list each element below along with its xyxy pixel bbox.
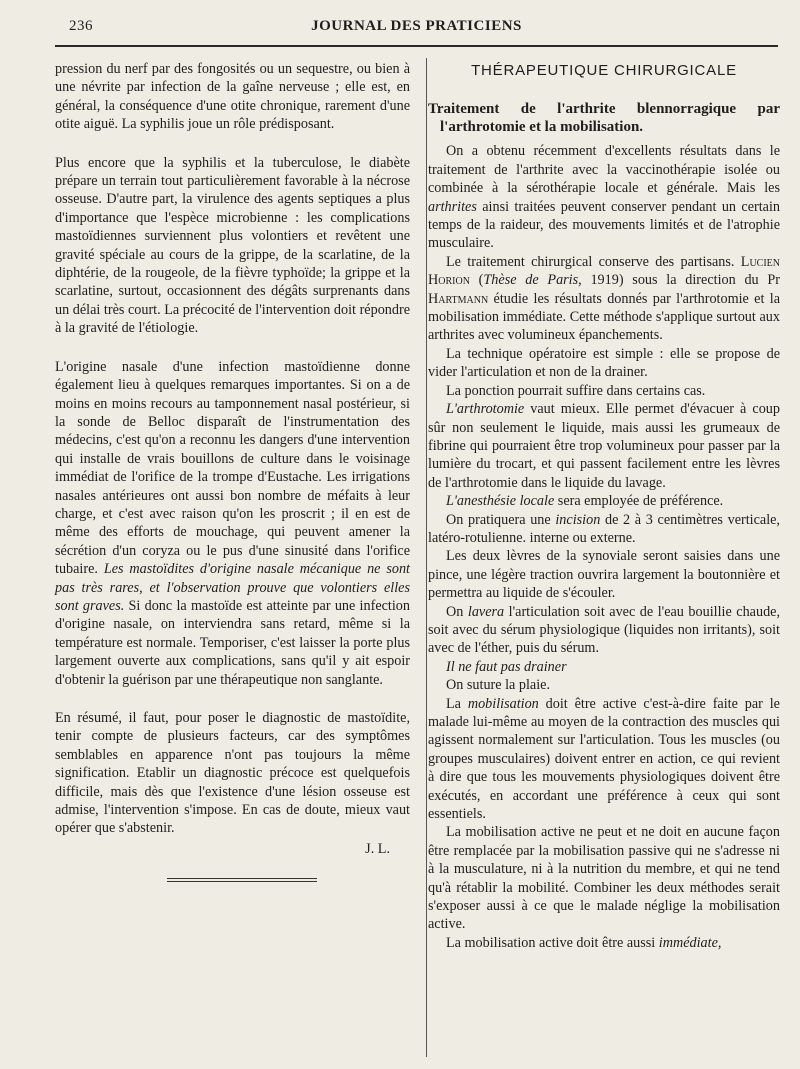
right-column (428, 60, 780, 952)
paragraph-synovial: Les deux lèvres de la synoviale seront saisies dans une pince, une légère traction ouvrira largement la boutonnière et permettra au liquide de s'écouler. (428, 548, 780, 602)
paragraph-mobilisation: La mobilisation doit être active c'est-à-dire faite par le malade lui-même au moyen de la contraction des muscles qui agissent normalement sur l'articulation. Tous les muscles (ou groupes musculaires) doivent entrer en action, ce qui revient à dire que tous les mouvements physiologiques doivent être exécutés, en accordant une préférence à ceux qui sont essentiels. (428, 695, 780, 823)
paragraph-diabetes: Plus encore que la syphilis et la tuberculose, le diabète prépare un terrain tout particulièrement favorable à la nécrose osseuse. D'autre part, la virulence des agents septiques a plus d'importance que l'espèce microbienne : les complications mastoïdiennes surviennent plus volontiers et revêtent une gravité spéciale au cours de la grippe, de la scarlatine, de la diphtérie, de la rougeole, de la fièvre typhoïde; la grippe et la scarlatine, surtout, occasionnent des dégâts surprenants dans un délai très court. La précocité de l'intervention doit répondre à la gravité de l'étiologie. (55, 154, 410, 337)
journal-title: JOURNAL DES PRATICIENS (311, 18, 522, 34)
paragraph-vaccinotherapy: On a obtenu récemment d'excellents résultats dans le traitement de l'arthrite avec la vaccinothérapie isolée ou combinée à la sérothérapie locale et générale. Mais les arthrites ainsi traitées peuvent conserver pendant un certain temps de la raideur, des mouvements limités et de l'atrophie musculaire. (428, 143, 780, 252)
page-header (55, 18, 778, 40)
paragraph-no-drain: Il ne faut pas drainer (446, 658, 567, 675)
emphasis-mastoiditis: Les mastoïdites d'origine nasale mécanique ne sont pas très rares, et l'observation prouve que volontiers elles sont graves. (55, 561, 410, 614)
left-column (55, 60, 410, 882)
paragraph-nasal-origin: L'origine nasale d'une infection mastoïdienne donne également lieu à quelques remarques importantes. Si on a de moins en moins recours au tamponnement nasal postérieur, si la sonde de Belloc disparaît de l'instrumentation des médecins, c'est qu'on a reconnu les dangers d'une intervention qui installe de vrais bouillons de culture dans le voisinage immédiat de l'orifice de la trompe d'Eustache. Les irrigations nasales antérieures ont aussi bon nombre de méfaits à leur charge, et c'est avec raison qu'on les proscrit ; il en est de même des efforts de mouchage, qui peuvent amener la sécrétion d'un coryza ou le pus d'une sinusité dans l'orifice tubaire. Les mastoïdites d'origine nasale mécanique ne sont pas très rares, et l'observation prouve que volontiers elles sont graves. Si donc la mastoïde est atteinte par une infection d'origine nasale, on interviendra sans retard, même si la température est normale. Temporiser, c'est laisser la porte plus largement ouverte aux complications, sans qu'il y ait espoir d'obtenir la guérison par une thérapeutique non sanglante. (55, 358, 410, 688)
paragraph-passive-mobilisation: La mobilisation active ne peut et ne doit en aucune façon être remplacée par la mobilisation passive qui ne s'adresse ni à la musculature, ni à la nutrition du membre, et qui ne tend qu'à rétablir la mobilité. Combiner les deux méthodes serait s'exposer aussi à ce que le malade néglige la mobilisation active. (428, 824, 780, 933)
paragraph-anesthesia: L'anesthésie locale sera employée de préférence. (446, 493, 724, 510)
author-signature: J. L. (365, 840, 390, 857)
paragraph-technique: La technique opératoire est simple : elle se propose de vider l'articulation et non de la drainer. (428, 345, 780, 381)
paragraph-washing: On lavera l'articulation soit avec de l'eau bouillie chaude, soit avec du sérum physiologique (liquides non irritants), soit avec de l'éther, puis du sérum. (428, 603, 781, 657)
page-number: 236 (69, 18, 93, 34)
article-end-rule (167, 878, 317, 882)
paragraph-surgical-treatment: Le traitement chirurgical conserve des partisans. Lucien Horion (Thèse de Paris, 1919) sous la direction du Pr Hartmann étudie les résultats donnés par l'arthrotomie et la mobilisation immédiate. Cette méthode s'applique surtout aux arthrites avec volumineux épanchements. (428, 253, 780, 344)
section-title: THÉRAPEUTIQUE CHIRURGICALE (471, 62, 737, 79)
paragraph-arthrotomy: L'arthrotomie vaut mieux. Elle permet d'évacuer à coup sûr non seulement le liquide, mais aussi les grumeaux de fibrine qui pourraient être trop volumineux pour passer par la lumière du trocart, et qui passent facilement entre les lèvres de l'arthrotomie dans le liquide du lavage. (428, 401, 780, 491)
paragraph-suture: On suture la plaie. (446, 677, 551, 694)
paragraph-summary: En résumé, il faut, pour poser le diagnostic de mastoïdite, tenir compte de plusieurs facteurs, car des symptômes semblables en apparence n'ont pas toujours la même signification. Etablir un diagnostic précoce est quelquefois difficile, mais dès que l'existence d'une lésion osseuse est admise, l'intervention s'impose. En cas de doute, mieux vaut opérer que s'abstenir. (55, 710, 410, 837)
paragraph-nerve-compression: pression du nerf par des fongosités ou un sequestre, ou bien à une névrite par infection de la gaîne nerveuse ; elle est, en général, la conséquence d'une otite chronique, rarement d'une otite aiguë. La syphilis joue un rôle prédisposant. (55, 61, 410, 133)
paragraph-puncture: La ponction pourrait suffire dans certains cas. (446, 382, 706, 399)
header-rule (55, 45, 778, 47)
article-title: Traitement de l'arthrite blennorragique par l'arthrotomie et la mobilisation. (428, 101, 780, 136)
paragraph-incision: On pratiquera une incision de 2 à 3 centimètres verticale, latéro-rotulienne. interne ou externe. (428, 511, 780, 546)
column-divider (426, 58, 427, 1057)
paragraph-immediate: La mobilisation active doit être aussi immédiate, (446, 934, 722, 951)
